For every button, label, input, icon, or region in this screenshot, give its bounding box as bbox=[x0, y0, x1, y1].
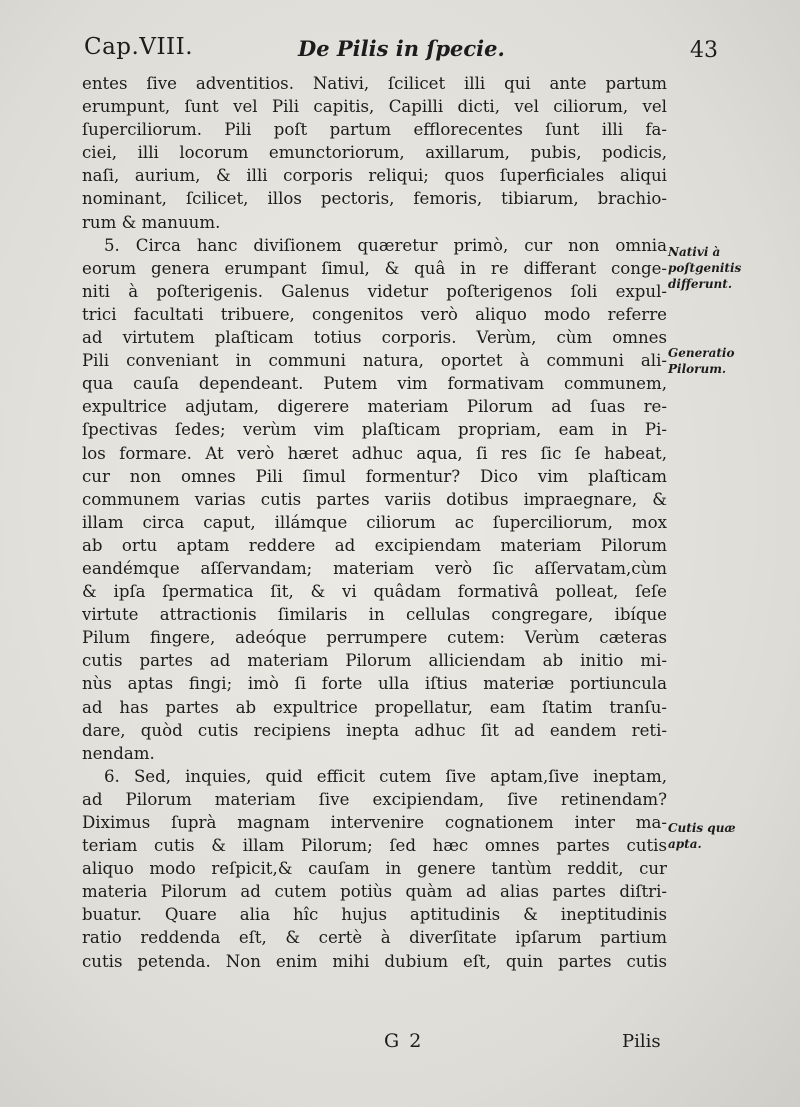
text-line: nùs aptas fingi; imò ſi forte ulla iſtius materiæ portiuncula bbox=[82, 674, 667, 694]
text-line: eorum genera erumpant ſimul, & quâ in re differant conge- bbox=[82, 258, 667, 278]
text-line: ab ortu aptam reddere ad excipiendam materiam Pilorum bbox=[82, 535, 667, 555]
text-line: communem varias cutis partes variis dotibus impraegnare, & bbox=[82, 489, 667, 509]
text-line: illam circa caput, illámque ciliorum ac ſuperciliorum, mox bbox=[82, 512, 667, 532]
text-line: cur non omnes Pili ſimul formentur? Dico vim plaſticam bbox=[82, 466, 667, 486]
body-text bbox=[82, 72, 667, 973]
text-line: ſuperciliorum. Pili poſt partum efflorecentes ſunt illi fa- bbox=[82, 120, 667, 140]
text-line: cutis partes ad materiam Pilorum alliciendam ab initio mi- bbox=[82, 651, 667, 671]
text-line: ad virtutem plaſticam totius corporis. Verùm, cùm omnes bbox=[82, 328, 667, 348]
margin-note-line: apta. bbox=[668, 837, 702, 851]
text-line: expultrice adjutam, digerere materiam Pilorum ad ſuas re- bbox=[82, 397, 667, 417]
text-line: naſi, aurium, & illi corporis reliqui; quos ſuperficiales aliqui bbox=[82, 166, 667, 186]
margin-note-line: Generatio bbox=[668, 346, 735, 360]
text-line: virtute attractionis ſimilaris in cellulas congregare, ibíque bbox=[82, 605, 667, 625]
text-line: niti à poſterigenis. Galenus videtur poſterigenos ſoli expul- bbox=[82, 281, 667, 301]
margin-note-line: Nativi à bbox=[668, 245, 721, 259]
running-title: De Pilis in ſpecie. bbox=[298, 36, 505, 61]
text-line: ad has partes ab expultrice propellatur, eam ſtatim tranſu- bbox=[82, 697, 667, 717]
margin-note-line: Cutis quæ bbox=[668, 821, 736, 835]
text-line: dare, quòd cutis recipiens inepta adhuc ſit ad eandem reti- bbox=[82, 720, 667, 740]
signature-mark: G 2 bbox=[384, 1030, 424, 1052]
margin-note-cutis bbox=[668, 820, 736, 852]
text-line: aliquo modo reſpicit,& cauſam in genere tantùm reddit, cur bbox=[82, 859, 667, 879]
text-line: cutis petenda. Non enim mihi dubium eſt, quin partes cutis bbox=[82, 951, 667, 971]
text-line: Diximus ſuprà magnam intervenire cognationem inter ma- bbox=[82, 813, 667, 832]
text-line: erumpunt, ſunt vel Pili capitis, Capilli dicti, vel ciliorum, vel bbox=[82, 97, 667, 117]
text-line: ſpectivas ſedes; verùm vim plaſticam propriam, eam in Pi- bbox=[82, 420, 667, 440]
chapter-label: Cap.VIII. bbox=[84, 34, 194, 60]
text-line: ratio reddenda eſt, & certè à diverſitate ipſarum partium bbox=[82, 928, 667, 948]
text-line: eandémque aſſervandam; materiam verò ſic aſſervatam,cùm bbox=[82, 558, 667, 578]
text-line: Pilum fingere, adeóque perrumpere cutem: Verùm cæteras bbox=[82, 628, 667, 648]
margin-note-line: Pilorum. bbox=[668, 362, 727, 376]
text-line: teriam cutis & illam Pilorum; ſed hæc omnes partes cutis bbox=[82, 836, 667, 856]
text-line: nominant, ſcilicet, illos pectoris, femoris, tibiarum, brachio- bbox=[82, 189, 667, 209]
page-number: 43 bbox=[690, 38, 718, 63]
catchword: Pilis bbox=[622, 1031, 661, 1052]
margin-note-line: differunt. bbox=[668, 277, 733, 291]
text-line: 6. Sed, inquies, quid efficit cutem ſive aptam,ſive ineptam, bbox=[104, 766, 667, 786]
margin-note-line: poſtgenitis bbox=[668, 261, 742, 275]
text-line: 5. Circa hanc diviſionem quæretur primò, cur non omnia bbox=[104, 235, 667, 255]
text-line: materia Pilorum ad cutem potiùs quàm ad alias partes diſtri- bbox=[82, 882, 667, 902]
running-header bbox=[0, 0, 800, 70]
text-line: qua cauſa dependeant. Putem vim formativam communem, bbox=[82, 374, 667, 394]
text-line: ciei, illi locorum emunctoriorum, axillarum, pubis, podicis, bbox=[82, 143, 667, 163]
text-line: rum & manuum. bbox=[82, 212, 221, 232]
margin-note-generatio bbox=[668, 345, 734, 377]
text-line: buatur. Quare alia hîc hujus aptitudinis & ineptitudinis bbox=[82, 905, 667, 925]
text-line: trici facultati tribuere, congenitos verò aliquo modo referre bbox=[82, 304, 667, 324]
text-line: los formare. At verò hæret adhuc aqua, ſi res ſic ſe habeat, bbox=[82, 443, 667, 463]
text-line: ad Pilorum materiam ſive excipiendam, ſive retinendam? bbox=[82, 789, 667, 809]
text-line: & ipſa ſpermatica ſit, & vi quâdam formativâ polleat, ſeſe bbox=[82, 582, 667, 602]
text-line: nendam. bbox=[82, 743, 155, 763]
margin-note-nativi bbox=[668, 244, 741, 292]
text-line: entes ſive adventitios. Nativi, ſcilicet illi qui ante partum bbox=[82, 74, 667, 93]
text-line: Pili conveniant in communi natura, oportet à communi ali- bbox=[82, 351, 667, 371]
